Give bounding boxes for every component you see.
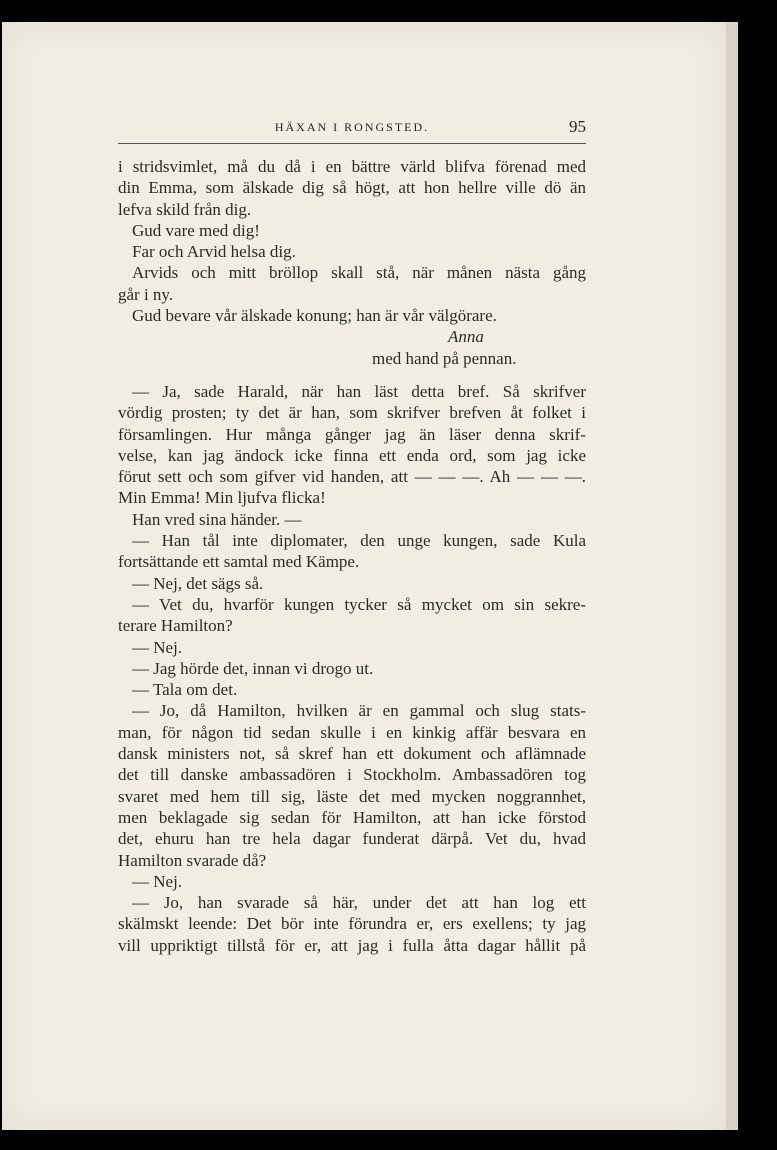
- text-line: Min Emma! Min ljufva flicka!: [118, 488, 326, 508]
- running-header: [118, 117, 586, 144]
- text-line: terare Hamilton?: [118, 616, 233, 636]
- text-line: din Emma, som älskade dig så högt, att hon hellre ville dö än: [118, 178, 586, 198]
- text-line: — Nej, det sägs så.: [132, 573, 264, 593]
- text-line: lefva skild från dig.: [118, 199, 252, 219]
- text-line: vördig prosten; ty det är han, som skrifver brefven åt folket i: [118, 403, 586, 423]
- text-line: Arvids och mitt bröllop skall stå, när månen nästa gång: [132, 263, 586, 283]
- text-line: församlingen. Hur många gånger jag än läser denna skrif-: [118, 424, 586, 444]
- text-line: skälmskt leende: Det bör inte förundra er, ers exellens; ty jag: [118, 914, 586, 934]
- text-line: Hamilton svarade då?: [118, 850, 267, 870]
- text-line: Gud bevare vår älskade konung; han är vår välgörare.: [132, 306, 497, 326]
- text-line: — Nej.: [132, 871, 183, 891]
- text-line: — Jo, han svarade så här, under det att han log ett: [132, 893, 586, 913]
- text-line: i stridsvimlet, må du då i en bättre värld blifva förenad med: [118, 157, 586, 176]
- text-line: fortsättande ett samtal med Kämpe.: [118, 552, 360, 572]
- paragraph-gap: [118, 369, 586, 381]
- body-text: [118, 156, 586, 956]
- text-line: — Jo, då Hamilton, hvilken är en gammal och slug stats-: [132, 701, 586, 721]
- page-edge: [726, 22, 738, 1130]
- text-line: det, ehuru han tre hela dagar funderat därpå. Vet du, hvad: [118, 829, 586, 849]
- text-line: svaret med hem till sig, läste det med mycken noggrannhet,: [118, 786, 586, 806]
- text-line: — Nej.: [132, 637, 183, 657]
- text-line: men beklagade sig sedan för Hamilton, att han icke förstod: [118, 807, 586, 827]
- text-line: man, för någon tid sedan skulle i en kinkig affär besvara en: [118, 722, 586, 742]
- signature-note: med hand på pennan.: [372, 348, 517, 368]
- text-line: Far och Arvid helsa dig.: [132, 242, 296, 262]
- running-title: HÄXAN I RONGSTED.: [274, 120, 430, 134]
- text-line: Gud vare med dig!: [132, 220, 260, 240]
- text-line: — Vet du, hvarför kungen tycker så mycket om sin sekre-: [132, 594, 586, 614]
- text-line: dansk ministers not, så skref han ett dokument och aflämnade: [118, 744, 586, 764]
- page-number: 95: [569, 117, 586, 136]
- text-line: vill uppriktigt tillstå för er, att jag i fulla åtta dagar hållit på: [118, 935, 586, 955]
- text-line: — Jag hörde det, innan vi drogo ut.: [132, 658, 374, 678]
- text-line: — Ja, sade Harald, när han läst detta bref. Så skrifver: [132, 381, 586, 401]
- text-line: Han vred sina händer. —: [132, 509, 302, 529]
- signature-name: Anna: [448, 327, 484, 347]
- text-line: förut sett och som gifver vid handen, att — — —. Ah — — —.: [118, 467, 586, 487]
- text-line: velse, kan jag ändock icke finna ett enda ord, som jag icke: [118, 445, 586, 465]
- text-line: det till danske ambassadören i Stockholm. Ambassadören tog: [118, 765, 586, 785]
- text-line: — Han tål inte diplomater, den unge kungen, sade Kula: [132, 531, 586, 551]
- text-line: går i ny.: [118, 284, 174, 304]
- text-line: — Tala om det.: [132, 680, 238, 700]
